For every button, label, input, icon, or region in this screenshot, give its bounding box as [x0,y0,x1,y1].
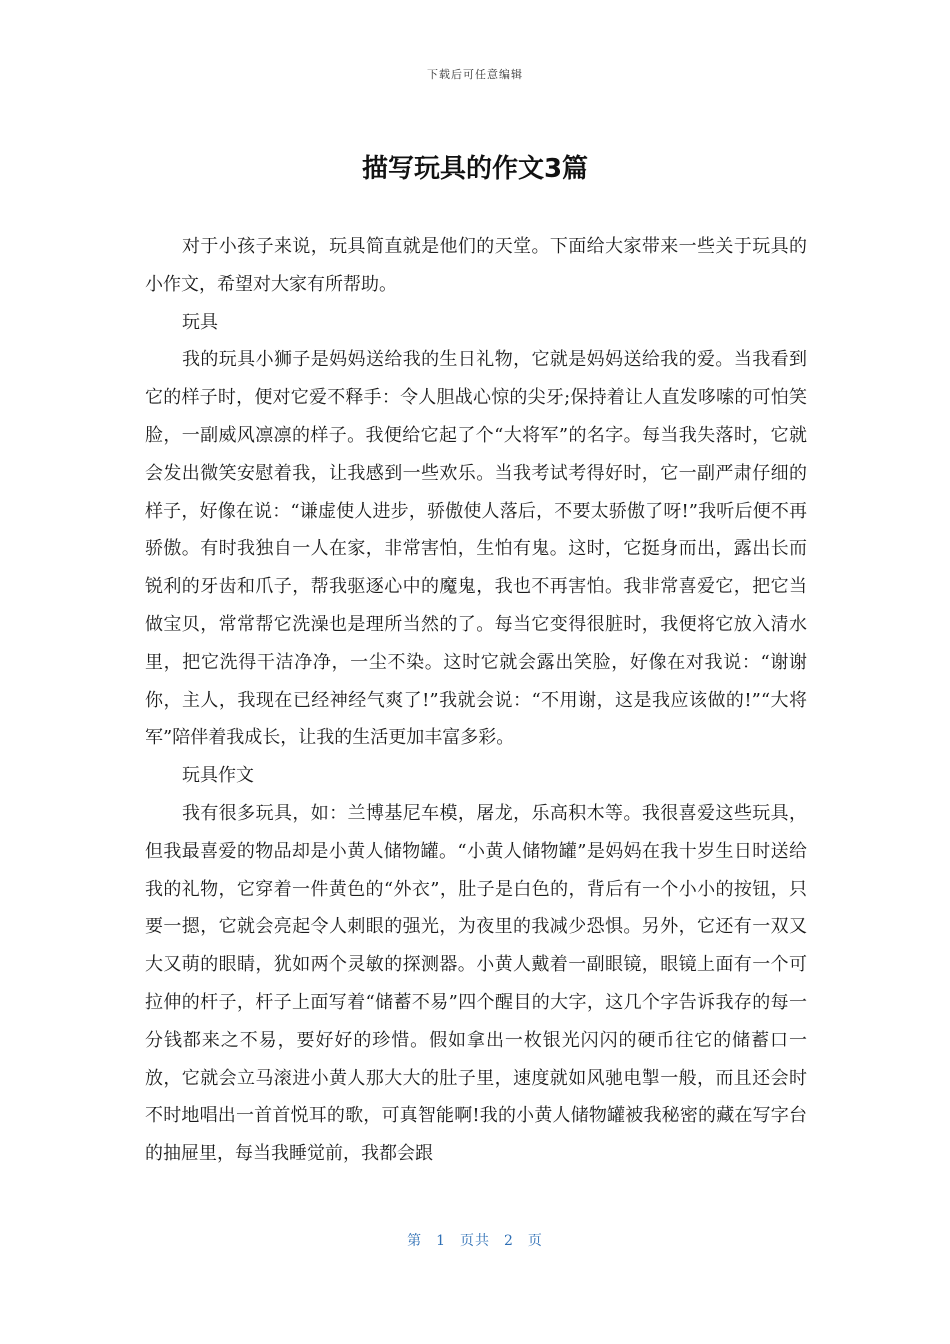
section-heading-toy-essay: 玩具作文 [182,765,254,787]
essay-paragraph-lion: 我的玩具小狮子是妈妈送给我的生日礼物，它就是妈妈送给我的爱。当我看到它的样子时，便对它爱不释手：令人胆战心惊的尖牙;保持着让人直发哆嗦的可怕笑脸，一副威风凛凛的样子。我便给它起了个“大将军”的名字。每当我失落时，它就会发出微笑安慰着我，让我感到一些欢乐。当我考试考得好时，它一副严肃仔细的样子，好像在说：“谦虚使人进步，骄傲使人落后，不要太骄傲了呀!”我听后便不再骄傲。有时我独自一人在家，非常害怕，生怕有鬼。这时，它挺身而出，露出长而锐利的牙齿和爪子，帮我驱逐心中的魔鬼，我也不再害怕。我非常喜爱它，把它当做宝贝，常常帮它洗澡也是理所当然的了。每当它变得很脏时，我便将它放入清水里，把它洗得干洁净净，一尘不染。这时它就会露出笑脸，好像在对我说：“谢谢你，主人，我现在已经神经气爽了!”我就会说：“不用谢，这是我应该做的!”“大将军”陪伴着我成长，让我的生活更加丰富多彩。 [145,349,807,749]
footer-suffix: 页 [527,1233,543,1249]
section-heading-toy: 玩具 [182,311,218,333]
essay-paragraph-minion: 我有很多玩具，如：兰博基尼车模，屠龙，乐高积木等。我很喜爱这些玩具，但我最喜爱的物品却是小黄人储物罐。“小黄人储物罐”是妈妈在我十岁生日时送给我的礼物，它穿着一件黄色的“外衣”，肚子是白色的，背后有一个小小的按钮，只要一摁，它就会亮起令人刺眼的强光，为夜里的我减少恐惧。另外，它还有一双又大又萌的眼睛，犹如两个灵敏的探测器。小黄人戴着一副眼镜，眼镜上面有一个可拉伸的杆子，杆子上面写着“储蓄不易”四个醒目的大字，这几个字告诉我存的每一分钱都来之不易，要好好的珍惜。假如拿出一枚银光闪闪的硬币往它的储蓄口一放，它就会立马滚进小黄人那大大的肚子里，速度就如风驰电掣一般，而且还会时不时地唱出一首首悦耳的歌，可真智能啊!我的小黄人储物罐被我秘密的藏在写字台的抽屉里，每当我睡觉前，我都会跟 [145,802,807,1165]
document-title: 描写玩具的作文3篇 [361,154,589,184]
footer-prefix: 第 [407,1233,423,1249]
footer-current-page: 1 [436,1233,446,1249]
page-footer [0,1230,950,1250]
intro-paragraph: 对于小孩子来说，玩具简直就是他们的天堂。下面给大家带来一些关于玩具的小作文，希望对大家有所帮助。 [145,236,807,295]
footer-middle: 页共 [460,1233,490,1249]
document-body [145,228,807,1173]
footer-total-pages: 2 [504,1233,514,1249]
header-note: 下载后可任意编辑 [427,68,523,81]
